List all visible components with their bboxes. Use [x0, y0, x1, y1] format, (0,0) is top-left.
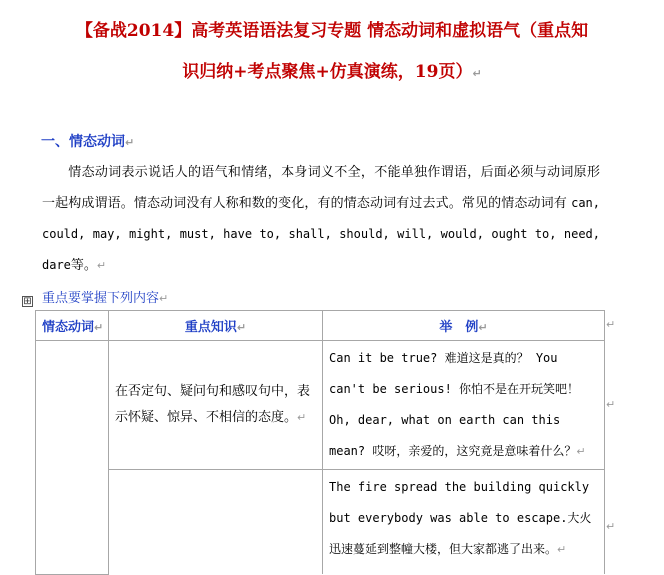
paragraph-mark: ↵: [125, 136, 135, 149]
intro-tail: 等。: [70, 258, 97, 273]
paragraph-mark: ↵: [472, 67, 482, 80]
header-key-knowledge: 重点知识↵: [109, 311, 323, 341]
header-modal-verb: 情态动词↵: [36, 311, 109, 341]
table-row: [36, 341, 605, 470]
table-move-handle-icon[interactable]: ⊞: [23, 296, 32, 307]
header-example: 举 例↵: [323, 311, 605, 341]
document-title-line-2: 识归纳+考点聚焦+仿真演练，19页）↵: [182, 62, 482, 82]
intro-paragraph: [42, 157, 600, 281]
row-end-mark: ↵: [606, 318, 616, 331]
row-end-mark: ↵: [606, 520, 616, 533]
row-end-mark: ↵: [606, 398, 616, 411]
document-title-line-1: 【备战2014】高考英语语法复习专题 情态动词和虚拟语气（重点知: [75, 21, 589, 41]
table-header-row: [36, 311, 605, 341]
modal-list: can, could, may, might, must, have to, shall, should, will, would, ought to, need, dare: [42, 196, 600, 272]
example-cell: Can it be true? 难道这是真的？ You can't be serious! 你怕不是在开玩笑吧！ Oh, dear, what on earth can this mean? 哎呀，亲爱的，这究竟是意味着什么？↵: [323, 341, 605, 470]
modal-verbs-table: [35, 310, 605, 575]
knowledge-cell: [109, 470, 323, 575]
section-heading: 一、情态动词↵: [41, 134, 135, 150]
example-cell: The fire spread the building quickly but everybody was able to escape.大火迅速蔓延到整幢大楼，但大家都逃了出来。↵: [323, 470, 605, 575]
knowledge-cell: 在否定句、疑问句和感叹句中，表示怀疑、惊异、不相信的态度。↵: [109, 341, 323, 470]
paragraph-mark: ↵: [96, 259, 107, 272]
paragraph-mark: ↵: [159, 292, 169, 305]
modal-verb-cell: [36, 341, 109, 575]
subheading: 重点要掌握下列内容↵: [42, 291, 169, 306]
intro-text: 情态动词表示说话人的语气和情绪，本身词义不全，不能单独作谓语，后面必须与动词原形一起构成谓语。情态动词没有人称和数的变化，有的情态动词有过去式。常见的情态动词有: [42, 165, 600, 211]
table-row: [36, 470, 605, 575]
